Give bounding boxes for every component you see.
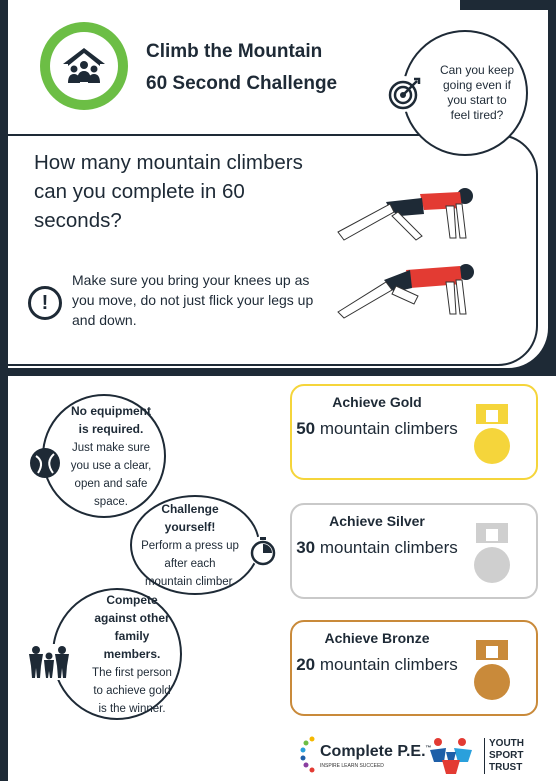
complete-pe-logo <box>300 733 432 777</box>
bronze-medal-icon <box>462 638 522 710</box>
gold-target: 50 mountain climbers <box>296 419 458 438</box>
page-title: Climb the Mountain 60 Second Challenge <box>146 41 338 94</box>
cpe-tagline: INSPIRE LEARN SUCCEED <box>320 763 384 769</box>
target-icon <box>386 76 422 112</box>
bronze-card <box>290 620 538 716</box>
mountain-climber-illustration-1 <box>332 180 482 246</box>
bronze-title: Achieve Bronze <box>324 630 430 646</box>
bubble-title: No equipment is required. <box>71 404 151 436</box>
ball-icon <box>30 448 60 478</box>
alert-icon: ! <box>28 286 62 320</box>
bronze-target: 20 mountain climbers <box>296 655 458 674</box>
bubble-title: Compete against other family members. <box>94 593 170 661</box>
youth-sport-trust-name: YOUTH SPORT TRUST <box>484 738 524 774</box>
bubble-text: Perform a press up after each mountain climber. <box>141 540 239 588</box>
timer-icon <box>248 536 278 566</box>
challenge-bubble <box>130 495 260 595</box>
gold-title: Achieve Gold <box>332 394 422 410</box>
bubble-text: The first person to achieve gold is the winner. <box>92 667 172 715</box>
bubble-title: Challenge yourself! <box>161 502 219 534</box>
silver-card <box>290 503 538 599</box>
tip-text: Can you keep going even if you start to feel tired? <box>439 63 515 122</box>
home-family-icon <box>40 22 128 110</box>
silver-target: 30 mountain climbers <box>296 538 458 557</box>
technique-warning: Make sure you bring your knees up as you move, do not just flick your legs up and down. <box>72 272 314 328</box>
bubble-text: Just make sure you use a clear, open and safe space. <box>70 442 152 508</box>
challenge-question: How many mountain climbers can you complete in 60 seconds? <box>34 151 303 232</box>
compete-bubble <box>52 588 182 720</box>
gold-card <box>290 384 538 480</box>
youth-sport-trust-logo-icon <box>428 736 474 776</box>
mountain-climber-illustration-2 <box>332 256 482 322</box>
family-icon <box>28 644 70 680</box>
cpe-name: Complete P.E.™ <box>320 743 432 760</box>
gold-medal-icon <box>462 402 522 474</box>
silver-title: Achieve Silver <box>329 513 425 529</box>
silver-medal-icon <box>462 521 522 593</box>
